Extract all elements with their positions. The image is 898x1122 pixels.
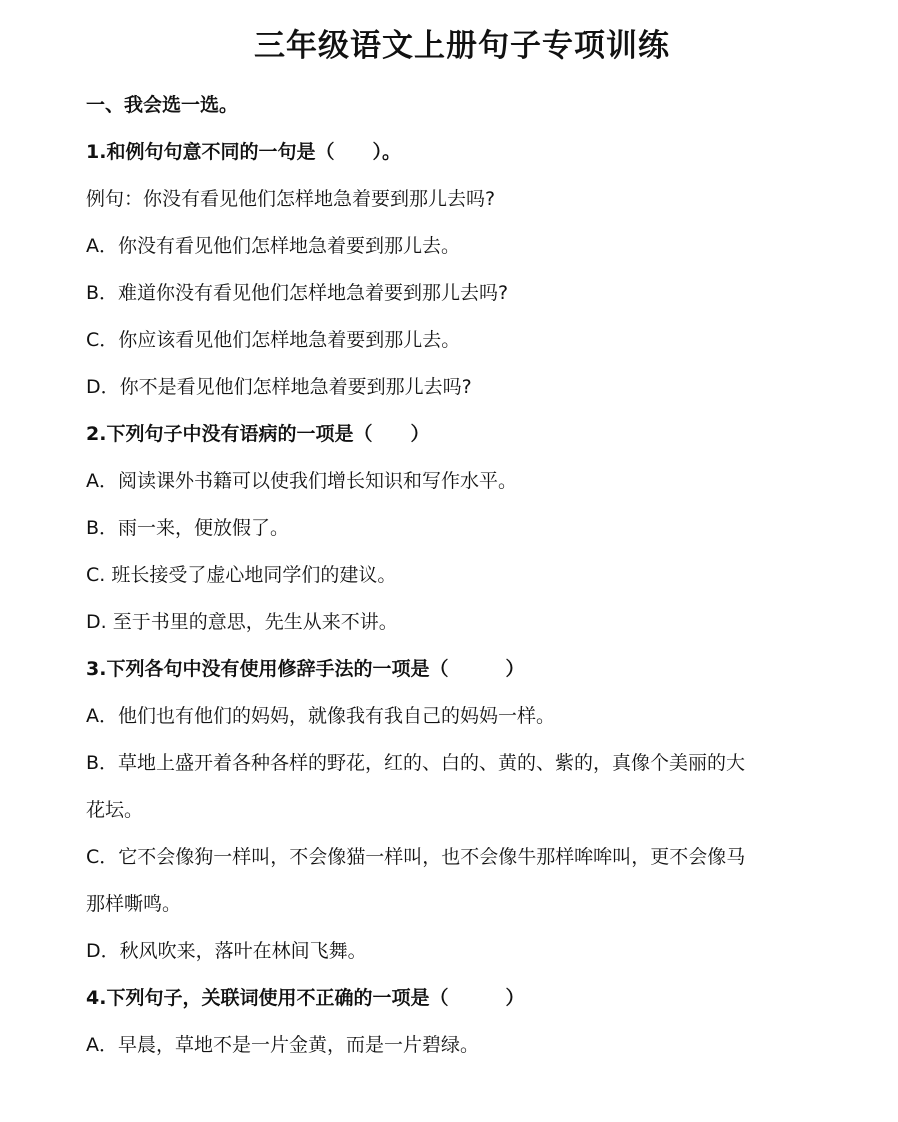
question-3-option-b-line-1: B．草地上盛开着各种各样的野花，红的、白的、黄的、紫的，真像个美丽的大 [86, 752, 746, 774]
question-1-example: 例句：你没有看见他们怎样地急着要到那儿去吗? [86, 188, 496, 210]
question-3-option-c-line-1: C．它不会像狗一样叫，不会像猫一样叫，也不会像牛那样哞哞叫，更不会像马 [86, 846, 746, 868]
question-2-option-a: A．阅读课外书籍可以使我们增长知识和写作水平。 [86, 470, 517, 492]
question-4-option-a: A．早晨，草地不是一片金黄，而是一片碧绿。 [86, 1034, 479, 1056]
question-2-option-c: C. 班长接受了虚心地同学们的建议。 [86, 564, 397, 586]
page-title: 三年级语文上册句子专项训练 [254, 28, 670, 64]
question-2-option-b: B．雨一来，便放假了。 [86, 517, 290, 539]
question-1-option-b: B．难道你没有看见他们怎样地急着要到那儿去吗? [86, 282, 509, 304]
question-1-option-d: D．你不是看见他们怎样地急着要到那儿去吗? [86, 376, 472, 398]
question-4-stem: 4.下列句子，关联词使用不正确的一项是（ ） [86, 987, 525, 1009]
section-heading: 一、我会选一选。 [86, 94, 239, 116]
question-2-stem: 2.下列句子中没有语病的一项是（ ） [86, 423, 430, 445]
question-1-stem: 1.和例句句意不同的一句是（ ）。 [86, 141, 401, 163]
question-1-option-a: A．你没有看见他们怎样地急着要到那儿去。 [86, 235, 460, 257]
question-1-option-c: C．你应该看见他们怎样地急着要到那儿去。 [86, 329, 461, 351]
question-3-option-a: A．他们也有他们的妈妈，就像我有我自己的妈妈一样。 [86, 705, 555, 727]
question-3-option-c-line-2: 那样嘶鸣。 [86, 893, 182, 915]
question-3-option-b-line-2: 花坛。 [86, 799, 144, 821]
question-2-option-d: D. 至于书里的意思，先生从来不讲。 [86, 611, 398, 633]
question-3-stem: 3.下列各句中没有使用修辞手法的一项是（ ） [86, 658, 525, 680]
question-3-option-d: D．秋风吹来，落叶在林间飞舞。 [86, 940, 367, 962]
